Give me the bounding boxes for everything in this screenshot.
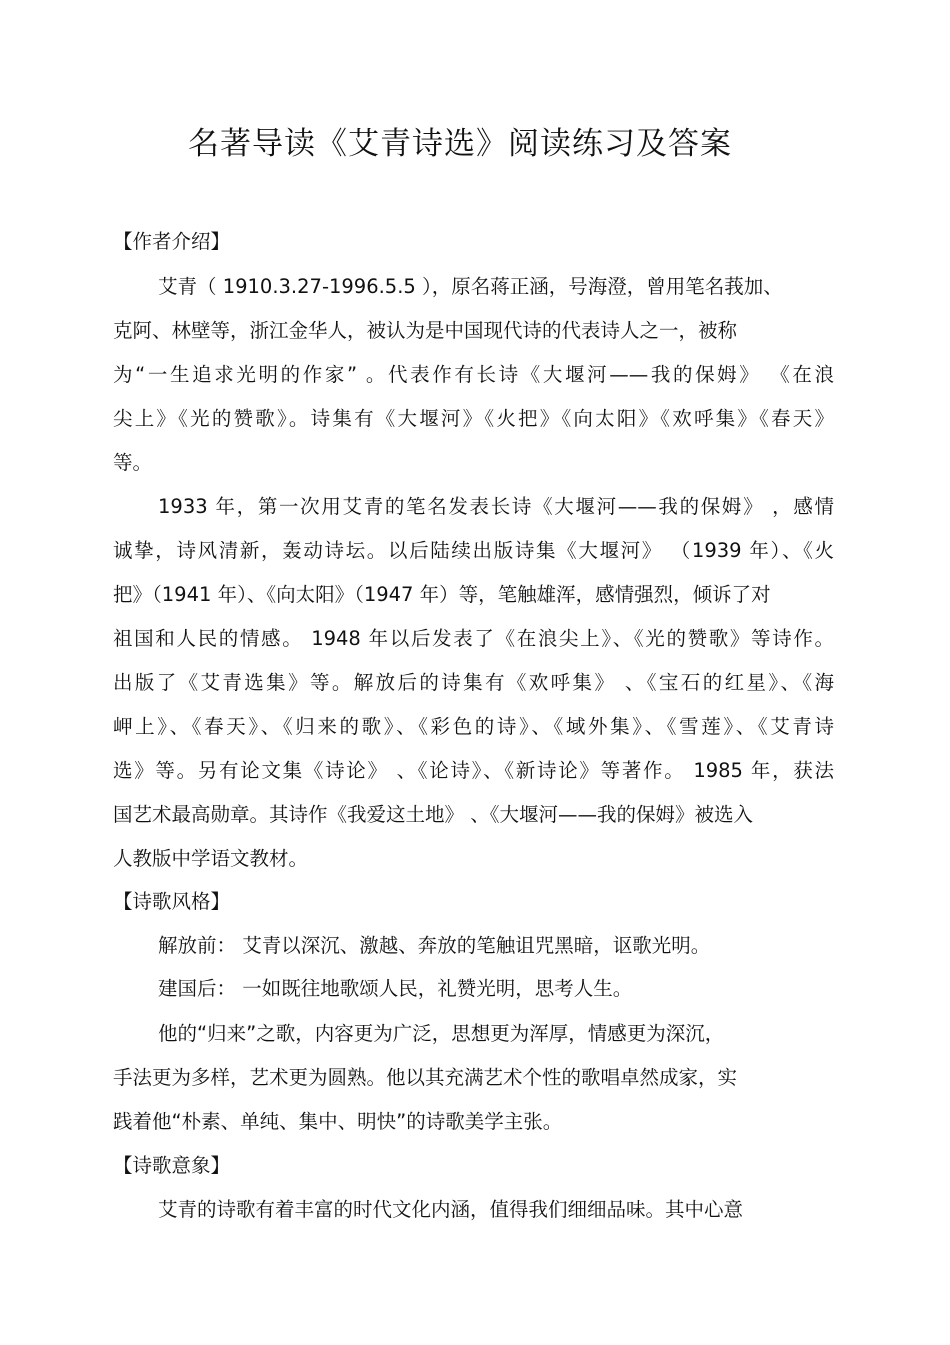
paragraph-line: 艾青（ 1910.3.27-1996.5.5 ），原名蒋正涵，号海澄，曾用笔名莪加、 [158,275,783,298]
paragraph-line: 人教版中学语文教材。 [113,847,309,870]
paragraph-line: 克阿、林壁等，浙江金华人，被认为是中国现代诗的代表诗人之一，被称 [113,319,738,342]
paragraph-line: 诚挚，诗风清新，轰动诗坛。以后陆续出版诗集《大堰河》 （1939 年）、《火 [113,539,834,562]
paragraph-line: 践着他“朴素、单纯、集中、明快”的诗歌美学主张。 [113,1110,563,1133]
paragraph-line: 国艺术最高勋章。其诗作《我爱这土地》 、《大堰河——我的保姆》被选入 [113,803,753,826]
paragraph-line: 手法更为多样，艺术更为圆熟。他以其充满艺术个性的歌唱卓然成家，实 [113,1066,738,1089]
paragraph-line: 艾青的诗歌有着丰富的时代文化内涵，值得我们细细品味。其中心意 [158,1198,744,1221]
section-heading-imagery: 【诗歌意象】 [113,1154,231,1177]
paragraph-line: 尖上》《光的赞歌》。诗集有《大堰河》《火把》《向太阳》《欢呼集》《春天》 [113,407,834,430]
document-title: 名著导读《艾青诗选》阅读练习及答案 [188,126,732,162]
paragraph-line: 出版了《艾青选集》等。解放后的诗集有《欢呼集》 、《宝石的红星》、《海 [113,671,834,694]
paragraph-line: 解放前： 艾青以深沉、激越、奔放的笔触诅咒黑暗，讴歌光明。 [158,934,711,957]
paragraph-line: 祖国和人民的情感。 1948 年以后发表了《在浪尖上》、《光的赞歌》等诗作。 [113,627,834,650]
paragraph-line: 为“一生追求光明的作家” 。代表作有长诗《大堰河——我的保姆》 《在浪 [113,363,834,386]
paragraph-line: 等。 [113,451,153,474]
paragraph-line: 他的“归来”之歌，内容更为广泛，思想更为浑厚，情感更为深沉， [158,1022,725,1045]
paragraph-line: 把》（1941 年）、《向太阳》（1947 年）等，笔触雄浑，感情强烈，倾诉了对 [113,583,771,606]
paragraph-line: 选》等。另有论文集《诗论》 、《论诗》、《新诗论》等著作。 1985 年，获法 [113,759,834,782]
paragraph-line: 建国后： 一如既往地歌颂人民，礼赞光明，思考人生。 [158,977,633,1000]
paragraph-line: 1933 年，第一次用艾青的笔名发表长诗《大堰河——我的保姆》 ，感情 [158,495,834,518]
paragraph-line: 岬上》、《春天》、《归来的歌》、《彩色的诗》、《域外集》、《雪莲》、《艾青诗 [113,715,834,738]
section-heading-style: 【诗歌风格】 [113,890,231,913]
section-heading-author: 【作者介绍】 [113,230,231,253]
